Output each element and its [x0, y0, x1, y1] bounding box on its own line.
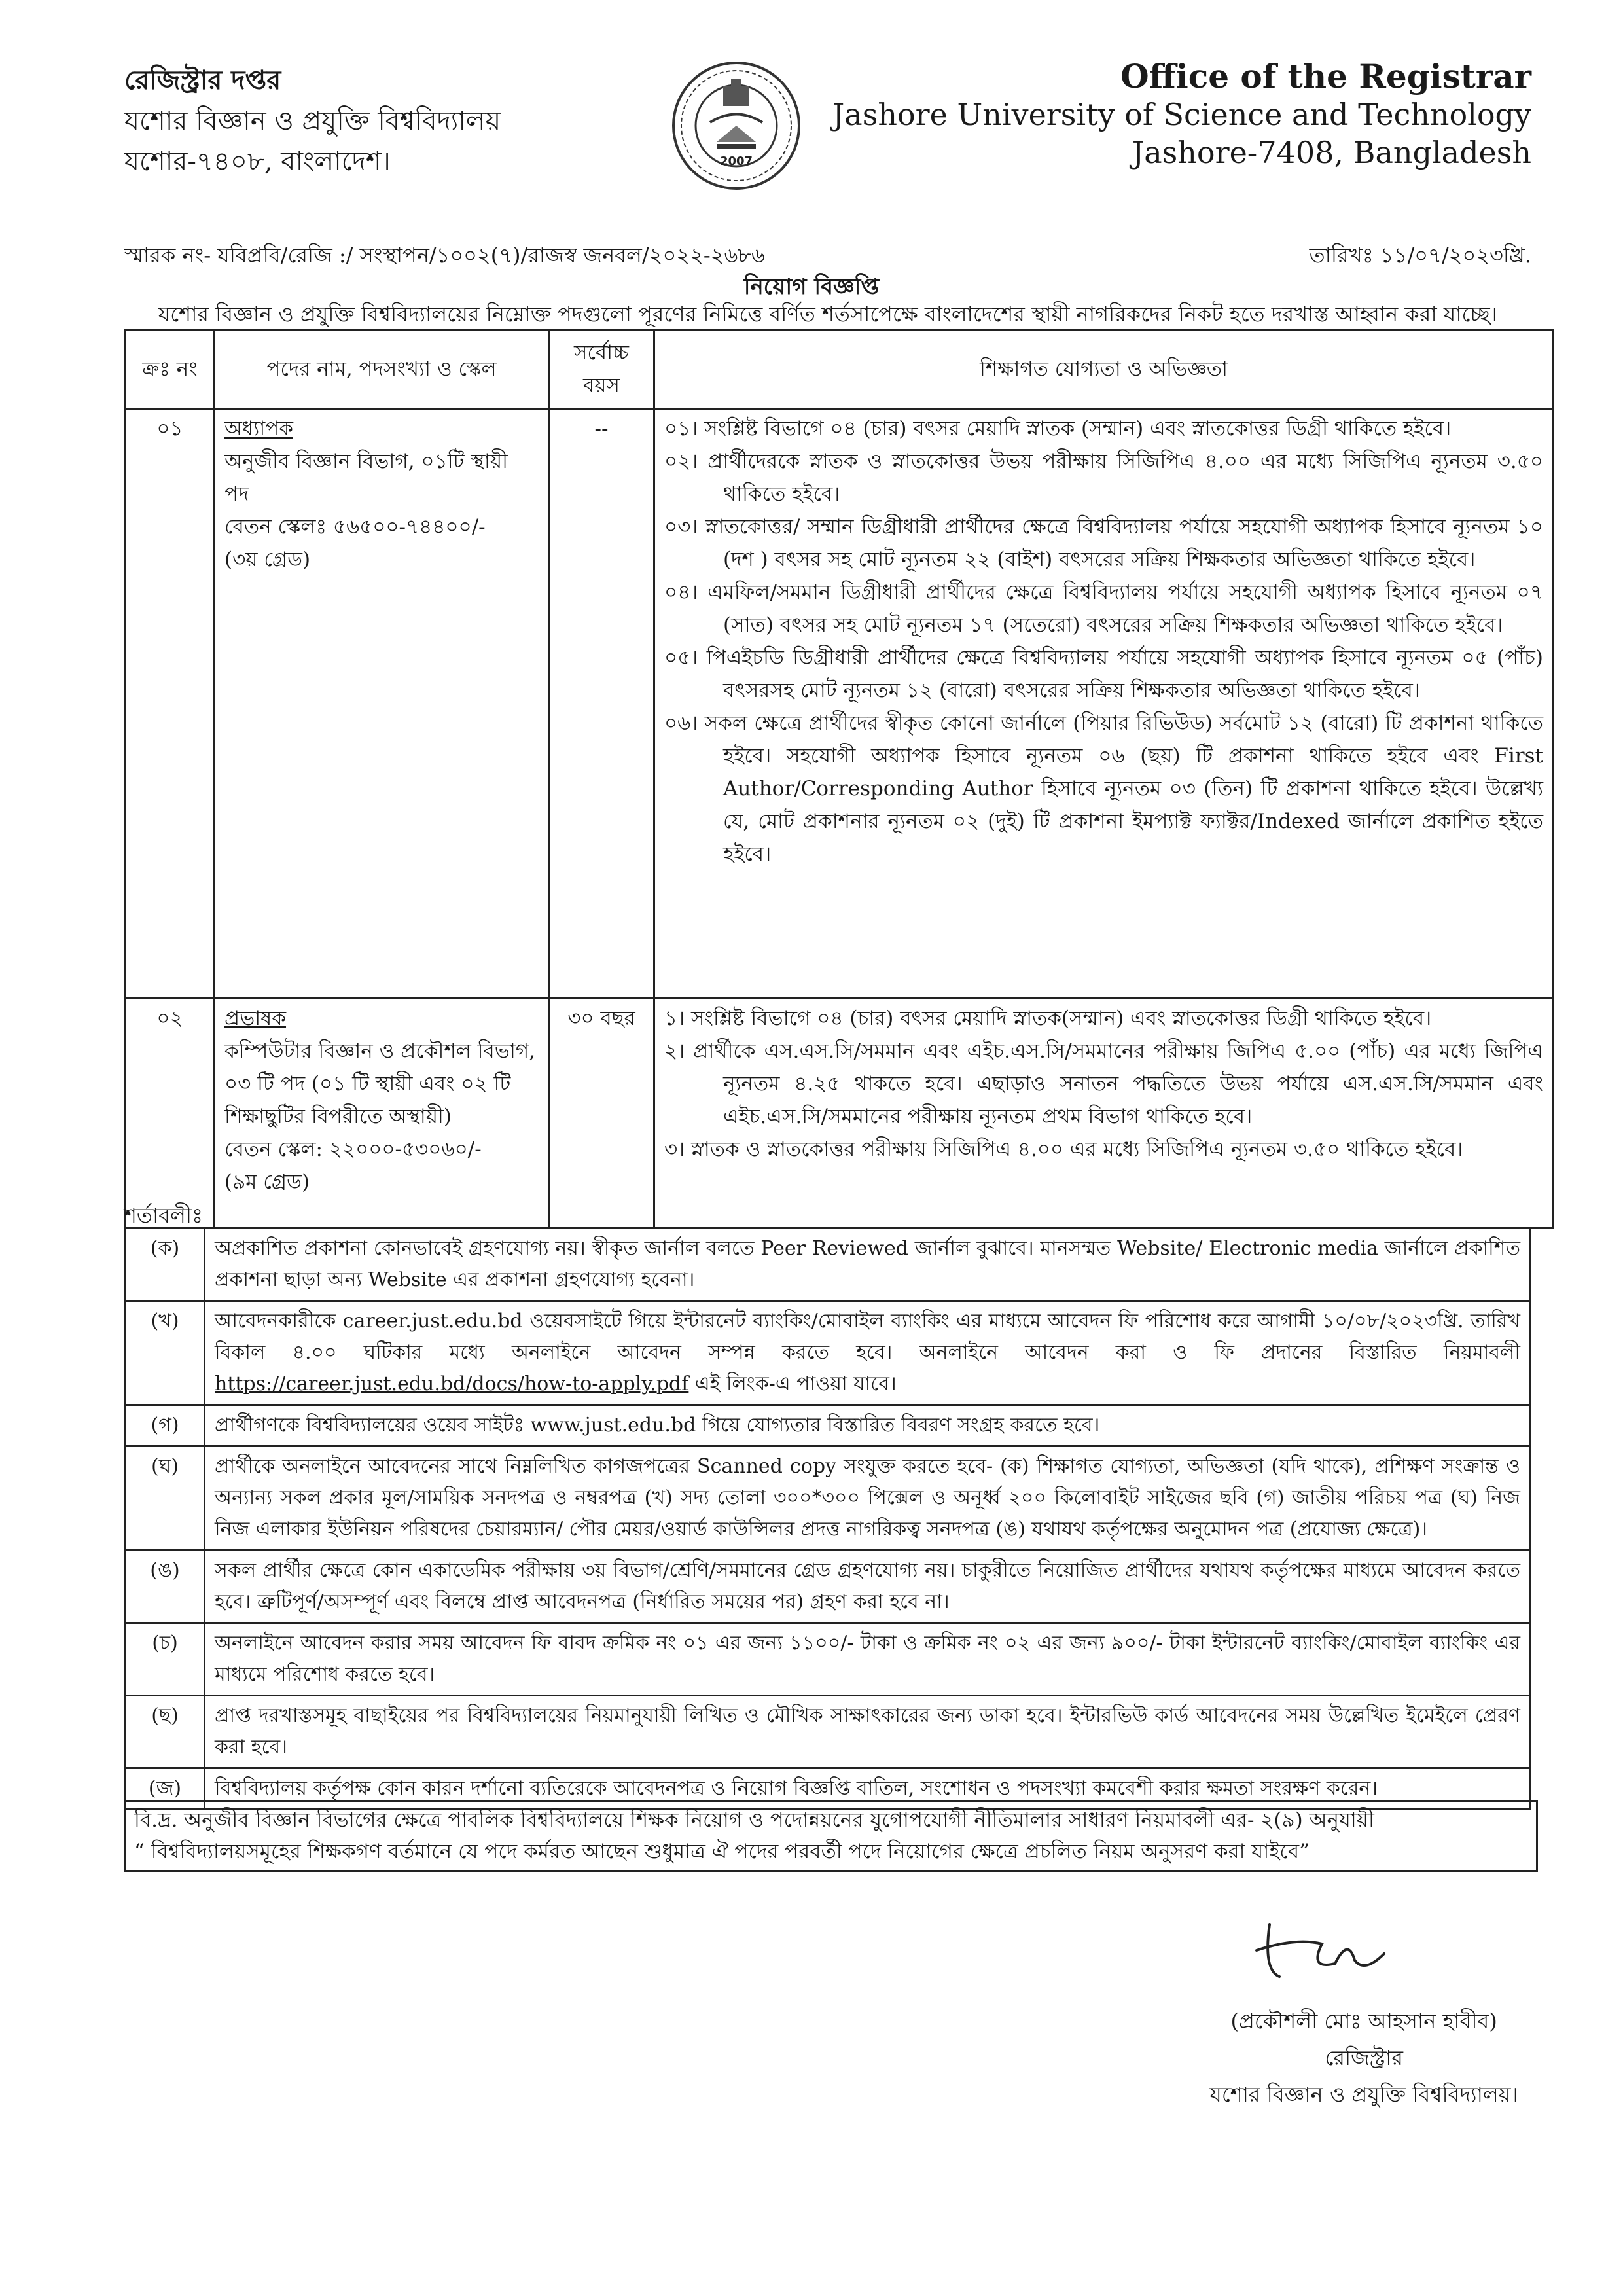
qualification-item: ০৫। পিএইচডি ডিগ্রীধারী প্রার্থীদের ক্ষেত্রে বিশ্ববিদ্যালয় পর্যায়ে সহযোগী অধ্যাপক হিসাবে ন্যূনতম ০৫ (পাঁচ) বৎসরসহ মোট ন্যূনতম ১২ (বারো) বৎসরের সক্রিয় শিক্ষকতার অভিজ্ঞতা থাকিতে হইবে।	[664, 646, 1543, 702]
post-detail: অনুজীব বিজ্ঞান বিভাগ, ০১টি স্থায়ী পদ	[224, 450, 508, 506]
row-qualifications	[654, 999, 1554, 1229]
signatory-name: (প্রকৌশলী মোঃ আহসান হাবীব)	[1230, 2009, 1497, 2034]
qualification-item: ০২। প্রার্থীদেরকে স্নাতক ও স্নাতকোত্তর উভয় পরীক্ষায় সিজিপিএ ৪.০০ এর মধ্যে সিজিপিএ ন্যূনতম ৩.৫০ থাকিতে হইবে।	[664, 450, 1543, 506]
header-post: পদের নাম, পদসংখ্যা ও স্কেল	[215, 330, 549, 409]
condition-text-main: আবেদনকারীকে career.just.edu.bd ওয়েবসাইটে গিয়ে ইন্টারনেট ব্যাংকিং/মোবাইল ব্যাংকিং এর মাধ্যমে আবেদন ফি পরিশোধ করে আগামী ১০/০৮/২০২৩খ্রি. তারিখ বিকাল ৪.০০ ঘটিকার মধ্যে অনলাইনে আবেদন সম্পন্ন করতে হবে। অনলাইনে আবেদন করা ও ফি প্রদানের বিস্তারিত নিয়মাবলী	[215, 1310, 1520, 1364]
address-bn: যশোর-৭৪০৮, বাংলাদেশ।	[124, 147, 391, 177]
condition-text: বিশ্ববিদ্যালয় কর্তৃপক্ষ কোন কারন দর্শানো ব্যতিরেকে আবেদনপত্র ও নিয়োগ বিজ্ঞপ্তি বাতিল, সংশোধন ও পদসংখ্যা কমবেশী করার ক্ষমতা সংরক্ষণ করেন।	[205, 1768, 1531, 1810]
post-grade: (৯ম গ্রেড)	[224, 1170, 310, 1194]
intro-text: যশোর বিজ্ঞান ও প্রযুক্তি বিশ্ববিদ্যালয়ের নিম্নোক্ত পদগুলো পূরণের নিমিত্তে বর্ণিত শর্তসাপেক্ষে বাংলাদেশের স্থায়ী নাগরিকদের নিকট হতে দরখাস্ত আহ্বান করা যাচ্ছে।	[158, 302, 1498, 327]
logo-year: 2007	[719, 154, 753, 168]
condition-key: (ঘ)	[126, 1446, 205, 1551]
footnote-box	[124, 1800, 1538, 1872]
conditions-heading: শর্তাবলীঃ	[124, 1203, 204, 1228]
row-serial: ০২	[126, 999, 215, 1229]
condition-key: (ঙ)	[126, 1551, 205, 1623]
post-grade: (৩য় গ্রেড)	[224, 548, 311, 571]
qualification-item: ০১। সংশ্লিষ্ট বিভাগে ০৪ (চার) বৎসর মেয়াদি স্নাতক (সম্মান) এবং স্নাতকোত্তর ডিগ্রী থাকিতে হইবে।	[664, 417, 1452, 440]
condition-text-suffix: এই লিংক-এ পাওয়া যাবে।	[688, 1372, 897, 1395]
condition-key: (চ)	[126, 1623, 205, 1696]
condition-row	[126, 1551, 1531, 1623]
university-name-en: Jashore University of Science and Technology	[832, 97, 1531, 132]
row-post	[215, 999, 549, 1229]
post-scale: বেতন স্কেলঃ ৫৬৫০০-৭৪৪০০/-	[224, 515, 486, 539]
qualification-item: ০৬। সকল ক্ষেত্রে প্রার্থীদের স্বীকৃত কোনো জার্নালে (পিয়ার রিভিউড) সর্বমোট ১২ (বারো) টি প্রকাশনা থাকিতে হইবে। সহযোগী অধ্যাপক হিসাবে ন্যূনতম ০৬ (ছয়) টি প্রকাশনা থাকিতে হইবে এবং First Author/Corresponding Author হিসাবে ন্যূনতম ০৩ (তিন) টি প্রকাশনা থাকিতে হইবে। উল্লেখ্য যে, মোট প্রকাশনার ন্যূনতম ০২ (দুই) টি প্রকাশনা ইমপ্যাক্ট ফ্যাক্টর/Indexed জার্নালে প্রকাশিত হইতে হইবে।	[664, 711, 1543, 866]
condition-text: অপ্রকাশিত প্রকাশনা কোনভাবেই গ্রহণযোগ্য নয়। স্বীকৃত জার্নাল বলতে Peer Reviewed জার্নাল বুঝাবে। মানসম্মত Website/ Electronic media জার্নালে প্রকাশিত প্রকাশনা ছাড়া অন্য Website এর প্রকাশনা গ্রহণযোগ্য হবেনা।	[205, 1229, 1531, 1301]
header-serial: ক্রঃ নং	[126, 330, 215, 409]
memo-date: তারিখঃ ১১/০৭/২০২৩খ্রি.	[1309, 243, 1531, 268]
header-bengali	[124, 60, 501, 182]
qualification-item: ১। সংশ্লিষ্ট বিভাগে ০৪ (চার) বৎসর মেয়াদি স্নাতক(সম্মান) এবং স্নাতকোত্তর ডিগ্রী থাকিতে হইবে।	[664, 1007, 1432, 1030]
table-row	[126, 409, 1554, 999]
condition-text: প্রার্থীকে অনলাইনে আবেদনের সাথে নিম্নলিখিত কাগজপত্রের Scanned copy সংযুক্ত করতে হবে- (ক) শিক্ষাগত যোগ্যতা, অভিজ্ঞতা (যদি থাকে), প্রশিক্ষণ সংক্রান্ত ও অন্যান্য সকল প্রকার মূল/সাময়িক সনদপত্র ও নম্বরপত্র (খ) সদ্য তোলা ৩০০*৩০০ পিক্সেল ও অনূর্ধ্ব ২০০ কিলোবাইট সাইজের ছবি (গ) জাতীয় পরিচয় পত্র (ঘ) নিজ নিজ এলাকার ইউনিয়ন পরিষদের চেয়ারম্যান/ পৌর মেয়র/ওয়ার্ড কাউন্সিলর প্রদত্ত নাগরিকত্ব সনদপত্র (ঙ) যথাযথ কর্তৃপক্ষের অনুমোদন পত্র (প্রযোজ্য ক্ষেত্রে)।	[205, 1446, 1531, 1551]
qualification-item: ০৩। স্নাতকোত্তর/ সম্মান ডিগ্রীধারী প্রার্থীদের ক্ষেত্রে বিশ্ববিদ্যালয় পর্যায়ে সহযোগী অধ্যাপক হিসাবে ন্যূনতম ১০ (দশ ) বৎসর সহ মোট ন্যূনতম ২২ (বাইশ) বৎসরের সক্রিয় শিক্ষকতার অভিজ্ঞতা থাকিতে হইবে।	[664, 515, 1543, 571]
condition-text: অনলাইনে আবেদন করার সময় আবেদন ফি বাবদ ক্রমিক নং ০১ এর জন্য ১১০০/- টাকা ও ক্রমিক নং ০২ এর জন্য ৯০০/- টাকা ইন্টারনেট ব্যাংকিং/মোবাইল ব্যাংকিং এর মাধ্যমে পরিশোধ করতে হবে।	[205, 1623, 1531, 1696]
office-name-en: Office of the Registrar	[1120, 57, 1531, 96]
table-header-row	[126, 330, 1554, 409]
qualification-item: ০৪। এমফিল/সমমান ডিগ্রীধারী প্রার্থীদের ক্ষেত্রে বিশ্ববিদ্যালয় পর্যায়ে সহযোগী অধ্যাপক হিসাবে ন্যূনতম ০৭ (সাত) বৎসর সহ মোট ন্যূনতম ১৭ (সতেরো) বৎসরের সক্রিয় শিক্ষকতার অভিজ্ঞতা থাকিতে হইবে।	[664, 581, 1543, 637]
row-qualifications	[654, 409, 1554, 999]
memo-row	[124, 239, 1531, 274]
condition-row	[126, 1405, 1531, 1446]
header-english	[832, 58, 1531, 171]
condition-text: প্রাপ্ত দরখাস্তসমূহ বাছাইয়ের পর বিশ্ববিদ্যালয়ের নিয়মানুযায়ী লিখিত ও মৌখিক সাক্ষাৎকারের জন্য ডাকা হবে। ইন্টারভিউ কার্ড আবেদনের সময় উল্লেখিত ইমেইলে প্রেরণ করা হবে।	[205, 1696, 1531, 1768]
university-name-bn: যশোর বিজ্ঞান ও প্রযুক্তি বিশ্ববিদ্যালয়	[124, 106, 501, 136]
address-en: Jashore-7408, Bangladesh	[1132, 135, 1531, 170]
row-serial: ০১	[126, 409, 215, 999]
post-scale: বেতন স্কেল: ২২০০০-৫৩০৬০/-	[224, 1138, 482, 1161]
footnote-line-1: বি.দ্র. অনুজীব বিজ্ঞান বিভাগের ক্ষেত্রে পাবলিক বিশ্ববিদ্যালয়ে শিক্ষক নিয়োগ ও পদোন্নয়নের যুগোপযোগী নীতিমালার সাধারণ নিয়মাবলী এর- ২(৯) অনুযায়ী	[134, 1808, 1374, 1832]
qualification-item: ২। প্রার্থীকে এস.এস.সি/সমমান এবং এইচ.এস.সি/সমমানের পরীক্ষায় জিপিএ ৫.০০ (পাঁচ) এর মধ্যে জিপিএ ন্যূনতম ৪.২৫ থাকতে হবে। এছাড়াও সনাতন পদ্ধতিতে উভয় পর্যায়ে এস.এস.সি/সমমান এবং এইচ.এস.সি/সমমানের পরীক্ষায় ন্যূনতম প্রথম বিভাগ থাকিতে হবে।	[664, 1039, 1543, 1128]
condition-key: (ক)	[126, 1229, 205, 1301]
signatory-institution: যশোর বিজ্ঞান ও প্রযুক্তি বিশ্ববিদ্যালয়।	[1209, 2082, 1518, 2107]
office-name-bn: রেজিস্ট্রার দপ্তর	[124, 65, 281, 96]
condition-key: (জ)	[126, 1768, 205, 1810]
table-row	[126, 999, 1554, 1229]
row-post	[215, 409, 549, 999]
signature-block	[1209, 2003, 1518, 2113]
row-max-age: --	[549, 409, 654, 999]
condition-row	[126, 1696, 1531, 1768]
condition-key: (খ)	[126, 1301, 205, 1405]
condition-row	[126, 1229, 1531, 1301]
header-max-age: সর্বোচ্চ বয়স	[549, 330, 654, 409]
condition-key: (গ)	[126, 1405, 205, 1446]
qualification-item: ৩। স্নাতক ও স্নাতকোত্তর পরীক্ষায় সিজিপিএ ৪.০০ এর মধ্যে সিজিপিএ ন্যূনতম ৩.৫০ থাকিতে হইবে।	[664, 1138, 1463, 1161]
post-title: প্রভাষক	[224, 1007, 287, 1030]
condition-key: (ছ)	[126, 1696, 205, 1768]
condition-text: প্রার্থীগণকে বিশ্ববিদ্যালয়ের ওয়েব সাইটঃ www.just.edu.bd গিয়ে যোগ্যতার বিস্তারিত বিবরণ সংগ্রহ করতে হবে।	[205, 1405, 1531, 1446]
condition-row	[126, 1623, 1531, 1696]
notice-title: নিয়োগ বিজ্ঞপ্তি	[743, 274, 880, 300]
how-to-apply-link[interactable]: https://career.just.edu.bd/docs/how-to-apply.pdf	[215, 1372, 689, 1395]
post-title: অধ্যাপক	[224, 417, 293, 440]
conditions-table	[124, 1227, 1531, 1810]
posts-table	[124, 329, 1554, 1229]
header-qualifications: শিক্ষাগত যোগ্যতা ও অভিজ্ঞতা	[654, 330, 1554, 409]
post-detail: কম্পিউটার বিজ্ঞান ও প্রকৌশল বিভাগ, ০৩ টি পদ (০১ টি স্থায়ী এবং ০২ টি শিক্ষাছুটির বিপরীতে অস্থায়ী)	[224, 1039, 536, 1128]
condition-row	[126, 1446, 1531, 1551]
condition-text	[205, 1301, 1531, 1405]
university-logo-icon	[671, 60, 802, 191]
memo-number: স্মারক নং- যবিপ্রবি/রেজি :/ সংস্থাপন/১০০২(৭)/রাজস্ব জনবল/২০২২-২৬৮৬	[124, 243, 765, 268]
signature-icon	[1243, 1898, 1400, 1996]
condition-row	[126, 1301, 1531, 1405]
footnote-line-2: “ বিশ্ববিদ্যালয়সমূহের শিক্ষকগণ বর্তমানে যে পদে কর্মরত আছেন শুধুমাত্র ঐ পদের পরবর্তী পদে নিয়োগের ক্ষেত্রে প্রচলিত নিয়ম অনুসরণ করা যাইবে”	[134, 1840, 1310, 1863]
condition-text: সকল প্রার্থীর ক্ষেত্রে কোন একাডেমিক পরীক্ষায় ৩য় বিভাগ/শ্রেণি/সমমানের গ্রেড গ্রহণযোগ্য নয়। চাকুরীতে নিয়োজিত প্রার্থীদের যথাযথ কর্তৃপক্ষের মাধ্যমে আবেদন করতে হবে। ত্রুটিপূর্ণ/অসম্পূর্ণ এবং বিলম্বে প্রাপ্ত আবেদনপত্র (নির্ধারিত সময়ের পর) গ্রহণ করা হবে না।	[205, 1551, 1531, 1623]
row-max-age: ৩০ বছর	[549, 999, 654, 1229]
signatory-designation: রেজিস্ট্রার	[1325, 2045, 1403, 2070]
